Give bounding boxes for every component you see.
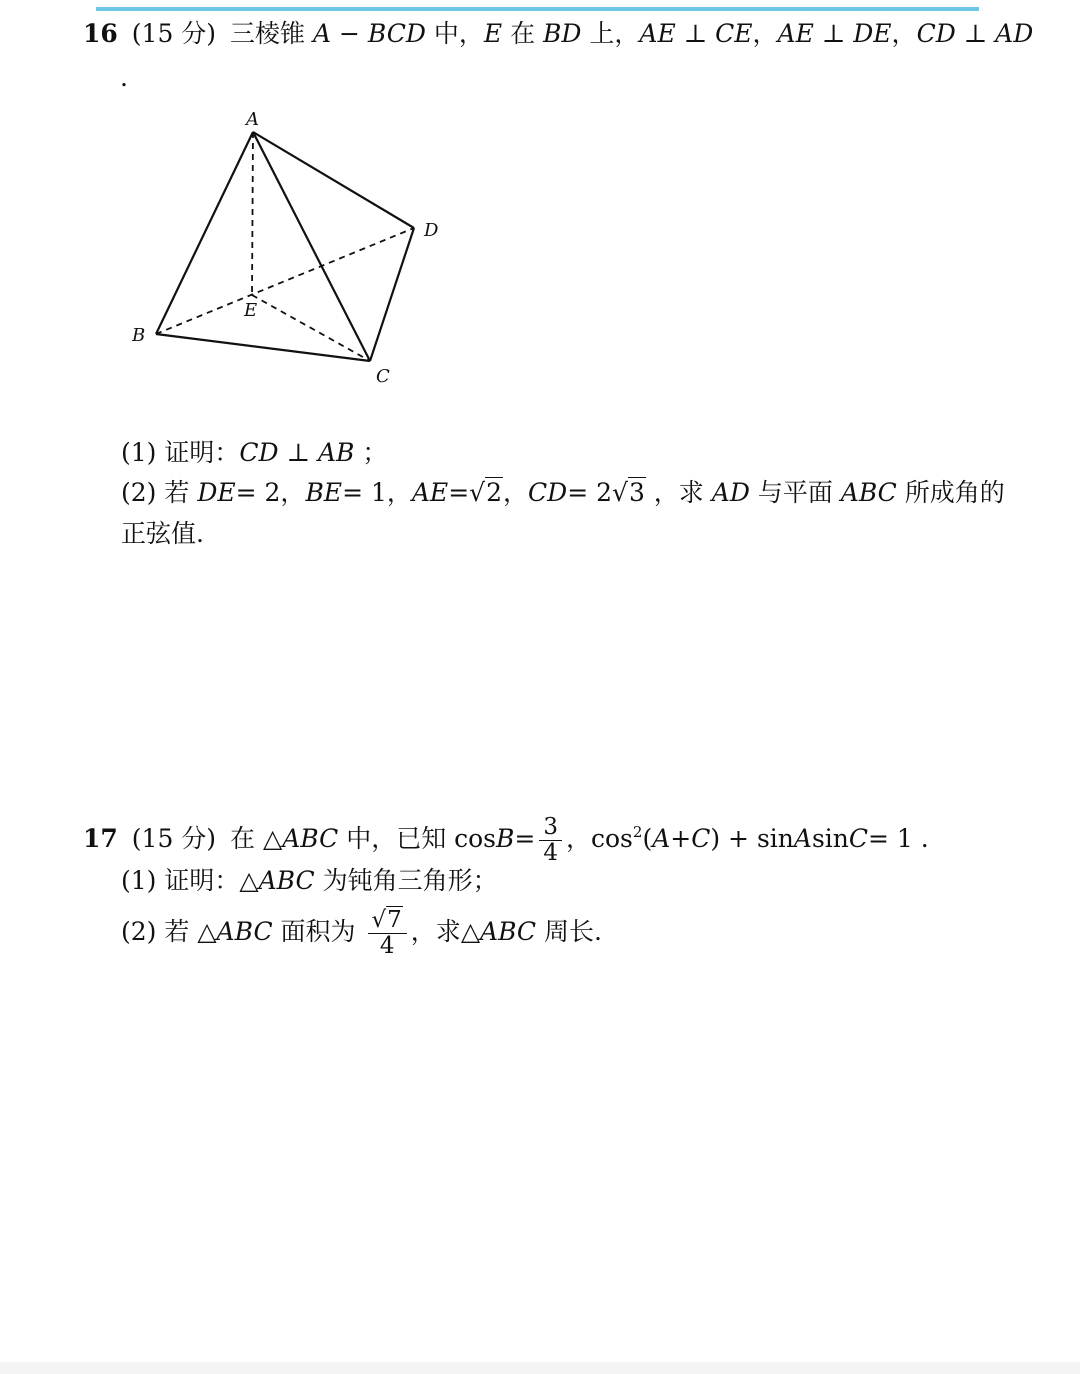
q16-stem-i: ， bbox=[752, 19, 778, 48]
q17-stem-g: ( bbox=[642, 824, 653, 853]
q17-stem-o: = 1 . bbox=[868, 824, 929, 853]
q17-part1-b: △ABC bbox=[239, 866, 315, 895]
bottom-strip bbox=[0, 1362, 1080, 1374]
q16-part2-k: = 2 bbox=[567, 478, 612, 507]
q17-stem-j: C bbox=[691, 824, 711, 853]
q17-stem-d: B bbox=[496, 824, 515, 853]
q17-stem-n: C bbox=[848, 824, 869, 853]
vertex-label-b: B bbox=[132, 325, 146, 346]
sqrt-2-radicand: 2 bbox=[486, 478, 502, 507]
segment-ae-hidden bbox=[252, 132, 253, 295]
q17-part2 bbox=[121, 904, 602, 960]
q16-part2-g: = bbox=[448, 478, 470, 507]
q16-wrap-dot: . bbox=[120, 63, 128, 92]
q16-part1-c: ； bbox=[362, 438, 388, 467]
sqrt-3: √3 bbox=[612, 478, 645, 507]
q16-stem bbox=[83, 18, 1033, 50]
q17-stem-l: A bbox=[793, 824, 812, 853]
q16-part2-e: = 1， bbox=[342, 478, 412, 507]
q16-stem-j: AE ⊥ DE bbox=[777, 19, 892, 48]
q17-stem-a: 在 bbox=[230, 824, 256, 853]
vertex-label-e: E bbox=[244, 300, 258, 321]
q16-stem-b: A − BCD bbox=[312, 19, 426, 48]
edge-bd-hidden bbox=[156, 228, 414, 334]
q16-number: 16 bbox=[83, 19, 118, 48]
q16-stem-e: 在 bbox=[510, 19, 536, 48]
sqrt-7-radicand: 7 bbox=[387, 907, 402, 933]
q16-part2-o: 与平面 bbox=[757, 478, 833, 507]
q16-part2-line1 bbox=[121, 477, 1005, 509]
vertex-label-d: D bbox=[424, 220, 439, 241]
q16-part2-j: CD bbox=[528, 478, 568, 507]
q17-number: 17 bbox=[83, 824, 118, 853]
q17-stem-c: 中，已知 cos bbox=[346, 824, 497, 853]
q17-score: (15 分) bbox=[131, 824, 217, 853]
q17-part1-a: (1) 证明： bbox=[121, 866, 240, 895]
q17-stem-h: A bbox=[652, 824, 671, 853]
q17-stem-sup: 2 bbox=[632, 823, 643, 841]
fraction-numerator: 3 bbox=[539, 815, 562, 841]
q16-part2-r: 正弦值. bbox=[121, 519, 204, 548]
fraction-denominator: 4 bbox=[543, 840, 558, 866]
q17-part1-c: 为钝角三角形； bbox=[322, 866, 498, 895]
edge-bc bbox=[156, 334, 370, 361]
q17-part2-b: △ABC bbox=[197, 917, 273, 946]
edge-ab bbox=[156, 132, 253, 334]
q17-stem-f: ，cos bbox=[566, 824, 633, 853]
q17-part2-f: 周长. bbox=[544, 917, 602, 946]
q16-part2-m: ，求 bbox=[653, 478, 704, 507]
q16-stem-c: 中， bbox=[433, 19, 484, 48]
q17-part2-e: △ABC bbox=[460, 917, 537, 946]
q16-part2-d: BE bbox=[305, 478, 343, 507]
vertex-label-a: A bbox=[246, 109, 259, 130]
sqrt-2: √2 bbox=[469, 478, 502, 507]
q16-part1-b: CD ⊥ AB bbox=[239, 438, 355, 467]
q16-stem-l: CD ⊥ AD bbox=[916, 19, 1034, 48]
q17-stem bbox=[83, 808, 929, 866]
q16-stem-h: AE ⊥ CE bbox=[639, 19, 753, 48]
q17-stem-k: ) + sin bbox=[710, 824, 794, 853]
fraction-three-quarters bbox=[539, 815, 562, 866]
q16-part2-c: = 2， bbox=[235, 478, 306, 507]
q17-stem-b: △ABC bbox=[262, 824, 339, 853]
q16-part2-line2 bbox=[121, 518, 204, 550]
q16-part2-a: (2) 若 bbox=[121, 478, 190, 507]
top-rule bbox=[96, 7, 979, 11]
q17-part2-d: ，求 bbox=[410, 917, 461, 946]
q16-score: (15 分) bbox=[131, 19, 217, 48]
q17-part1 bbox=[121, 865, 498, 897]
q16-part1 bbox=[121, 437, 387, 469]
q17-stem-e: = bbox=[514, 824, 536, 853]
sqrt-3-radicand: 3 bbox=[628, 478, 645, 507]
q16-part2-q: 所成角的 bbox=[904, 478, 1005, 507]
fraction-numerator bbox=[368, 908, 407, 934]
q16-stem-k: ， bbox=[891, 19, 917, 48]
q16-stem-g: 上， bbox=[589, 19, 640, 48]
fraction-sqrt7-over-4 bbox=[368, 908, 407, 959]
q16-stem-d: E bbox=[483, 19, 503, 48]
q16-stem-f: BD bbox=[543, 19, 582, 48]
q16-part2-n: AD bbox=[711, 478, 750, 507]
tetrahedron-figure bbox=[110, 98, 470, 398]
q17-part2-c: 面积为 bbox=[280, 917, 356, 946]
sqrt-7: √7 bbox=[371, 907, 402, 933]
q16-stem-a: 三棱锥 bbox=[230, 19, 306, 48]
q16-part2-i: ， bbox=[502, 478, 528, 507]
q17-part2-a: (2) 若 bbox=[121, 917, 190, 946]
q16-part1-a: (1) 证明： bbox=[121, 438, 240, 467]
vertex-label-c: C bbox=[376, 366, 390, 387]
q17-stem-i: + bbox=[670, 824, 692, 853]
q16-part2-b: DE bbox=[197, 478, 236, 507]
edge-cd bbox=[370, 228, 414, 361]
fraction-denominator: 4 bbox=[379, 933, 395, 959]
q17-stem-m: sin bbox=[811, 824, 849, 853]
q16-part2-p: ABC bbox=[840, 478, 897, 507]
q16-part2-f: AE bbox=[411, 478, 449, 507]
